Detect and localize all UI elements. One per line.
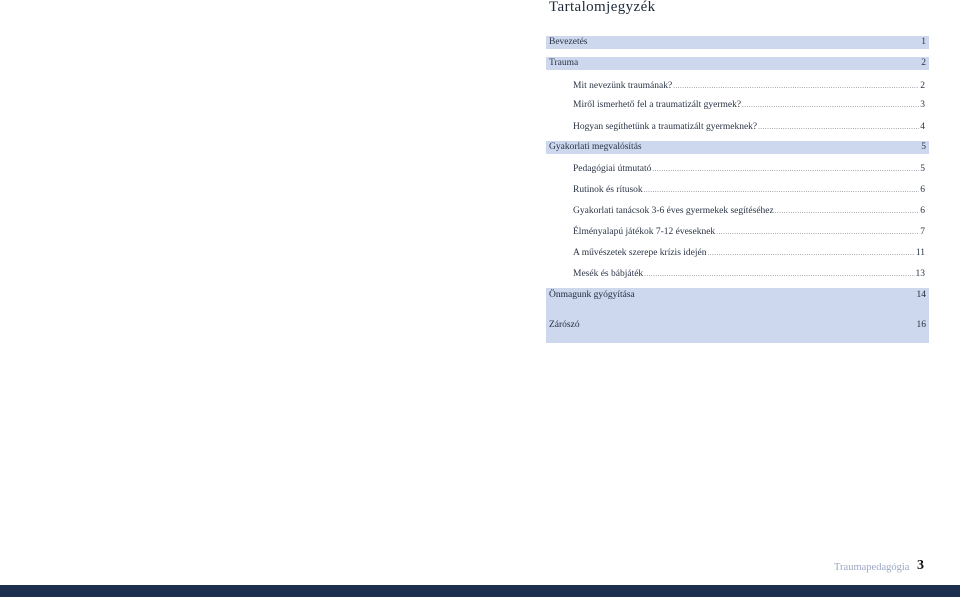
toc-entry-page: 16 — [916, 320, 926, 330]
toc-leader-dots — [644, 270, 914, 278]
toc-leader-dots — [775, 207, 920, 215]
toc-leader-dots — [644, 186, 920, 194]
toc-entry-rutinok-es-ritusok[interactable] — [546, 185, 929, 197]
toc-entry-mit-nevezunk[interactable] — [546, 81, 929, 93]
toc-entry-page: 2 — [920, 81, 925, 91]
toc-entry-page: 11 — [915, 248, 925, 258]
toc-entry-hogyan-segithetunk[interactable] — [546, 122, 929, 134]
toc-final-block — [546, 288, 929, 343]
toc-entry-onmagunk-gyogyitasa[interactable]: Önmagunk gyógyítása — [549, 290, 635, 300]
toc-entry-page: 3 — [920, 100, 925, 110]
toc-entry-label: A művészetek szerepe krízis idején — [573, 248, 707, 258]
toc-entry-label: Miről ismerhető fel a traumatizált gyermek? — [573, 100, 742, 110]
toc-leader-dots — [652, 165, 919, 173]
toc-leader-dots — [716, 228, 919, 236]
toc-entry-muveszetek-szerepe[interactable] — [546, 248, 929, 260]
toc-entry-page: 1 — [921, 37, 926, 47]
toc-leader-dots — [673, 82, 919, 90]
toc-entry-gyakorlati-tanacsok[interactable] — [546, 206, 929, 218]
toc-entry-label: Gyakorlati megvalósítás — [549, 142, 642, 152]
toc-entry-pedagogiai-utmutato[interactable] — [546, 164, 929, 176]
footer-book-title: Traumapedagógia — [834, 562, 910, 573]
toc-entry-page: 6 — [920, 206, 925, 216]
toc-entry-page: 7 — [920, 227, 925, 237]
toc-entry-page: 2 — [921, 58, 926, 68]
toc-entry-label: Rutinok és rítusok — [573, 185, 643, 195]
toc-entry-label: Élményalapú játékok 7-12 éveseknek — [573, 227, 716, 237]
toc-leader-dots — [742, 101, 919, 109]
toc-entry-mesek-es-babjatek[interactable] — [546, 269, 929, 281]
footer-page-number: 3 — [917, 558, 924, 573]
toc-entry-bevezetes[interactable] — [546, 36, 929, 49]
toc-entry-label: Mit nevezünk traumának? — [573, 81, 673, 91]
toc-entry-page: 13 — [915, 269, 925, 279]
toc-entry-page: 14 — [916, 290, 926, 300]
toc-entry-label: Bevezetés — [549, 37, 588, 47]
toc-entry-zaroszo[interactable]: Zárószó — [549, 320, 580, 330]
toc-entry-elmenyalapu-jatekok[interactable] — [546, 227, 929, 239]
toc-entry-label: Hogyan segíthetünk a traumatizált gyermeknek? — [573, 122, 758, 132]
toc-entry-gyakorlati-megvalositas[interactable] — [546, 141, 929, 154]
footer-bar — [0, 585, 960, 597]
toc-entry-mirol-ismerheto[interactable] — [546, 100, 929, 112]
toc-title: Tartalomjegyzék — [549, 0, 656, 15]
toc-leader-dots — [758, 123, 919, 131]
toc-leader-dots — [707, 249, 914, 257]
toc-entry-label: Pedagógiai útmutató — [573, 164, 652, 174]
toc-entry-page: 5 — [921, 142, 926, 152]
toc-entry-label: Trauma — [549, 58, 579, 68]
toc-entry-trauma[interactable] — [546, 57, 929, 70]
toc-entry-page: 6 — [920, 185, 925, 195]
toc-entry-page: 4 — [920, 122, 925, 132]
toc-entry-label: Mesék és bábjáték — [573, 269, 644, 279]
toc-entry-page: 5 — [920, 164, 925, 174]
toc-entry-label: Gyakorlati tanácsok 3-6 éves gyermekek segítéséhez — [573, 206, 774, 216]
